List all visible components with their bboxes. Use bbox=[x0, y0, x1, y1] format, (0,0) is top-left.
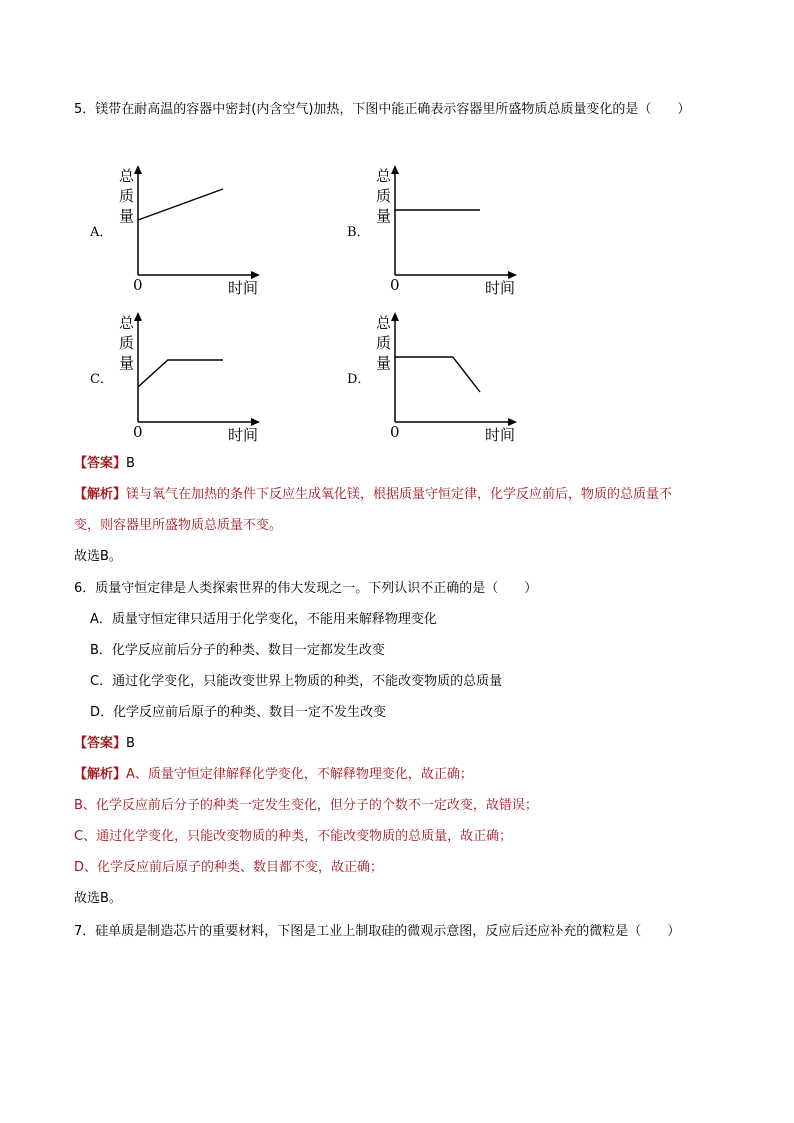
q5-analysis-line1 bbox=[74, 486, 672, 504]
answer-value: B bbox=[126, 736, 135, 751]
y-axis-label: 量 bbox=[119, 354, 135, 372]
y-axis-label: 总 bbox=[376, 167, 392, 185]
y-axis-arrow bbox=[134, 312, 142, 321]
x-axis-arrow bbox=[508, 271, 517, 279]
q6-option-a: A．质量守恒定律只适用于化学变化，不能用来解释物理变化 bbox=[90, 612, 437, 627]
analysis-tag: 【解析】 bbox=[74, 767, 127, 782]
origin-label: 0 bbox=[133, 276, 143, 294]
q6-stem: 6．质量守恒定律是人类探索世界的伟大发现之一。下列认识不正确的是（ ） bbox=[74, 581, 538, 596]
y-axis-arrow bbox=[134, 165, 142, 174]
q7-stem: 7．硅单质是制造芯片的重要材料，下图是工业上制取硅的微观示意图，反应后还应补充的微粒是（ ） bbox=[74, 924, 681, 939]
q5-option-a-letter: A． bbox=[90, 225, 113, 240]
chart-b bbox=[367, 155, 527, 300]
q5-answer-line bbox=[74, 455, 135, 473]
analysis-text: A、质量守恒定律解释化学变化，不解释物理变化，故正确； bbox=[126, 767, 473, 782]
q6-option-c: C．通过化学变化，只能改变世界上物质的种类，不能改变物质的总质量 bbox=[90, 674, 503, 689]
q6-analysis-line3: C、通过化学变化，只能改变物质的种类，不能改变物质的总质量，故正确； bbox=[74, 829, 513, 844]
series-line bbox=[395, 357, 480, 392]
y-axis-arrow bbox=[391, 165, 399, 174]
analysis-tag: 【解析】 bbox=[74, 487, 127, 502]
series-line bbox=[138, 360, 223, 387]
x-axis-label: 时间 bbox=[485, 426, 516, 444]
analysis-text: 镁与氧气在加热的条件下反应生成氧化镁，根据质量守恒定律，化学反应前后，物质的总质量不 bbox=[126, 487, 673, 502]
q6-analysis-line2: B、化学反应前后分子的种类一定发生变化，但分子的个数不一定改变，故错误； bbox=[74, 798, 538, 813]
origin-label: 0 bbox=[390, 276, 400, 294]
x-axis-arrow bbox=[508, 418, 517, 426]
x-axis-label: 时间 bbox=[485, 279, 516, 297]
y-axis-label: 总 bbox=[376, 314, 392, 332]
series-line bbox=[138, 189, 223, 220]
q6-analysis-line4: D、化学反应前后原子的种类、数目都不变，故正确； bbox=[74, 860, 384, 875]
q5-option-d-letter: D． bbox=[347, 372, 371, 387]
y-axis-label: 质 bbox=[119, 187, 135, 205]
chart-a bbox=[110, 155, 270, 300]
q6-option-b: B．化学反应前后分子的种类、数目一定都发生改变 bbox=[90, 643, 385, 658]
q5-conclusion: 故选B。 bbox=[74, 549, 122, 564]
q5-stem: 5．镁带在耐高温的容器中密封(内含空气)加热，下图中能正确表示容器里所盛物质总质量变化的是（ ） bbox=[74, 102, 691, 117]
y-axis-label: 量 bbox=[376, 207, 392, 225]
origin-label: 0 bbox=[390, 423, 400, 441]
q6-analysis-line1 bbox=[74, 766, 473, 784]
y-axis-label: 总 bbox=[119, 167, 135, 185]
q6-conclusion: 故选B。 bbox=[74, 891, 122, 906]
x-axis-label: 时间 bbox=[228, 426, 259, 444]
chart-c bbox=[110, 302, 270, 447]
answer-value: B bbox=[126, 456, 135, 471]
q5-analysis-line2: 变，则容器里所盛物质总质量不变。 bbox=[74, 518, 283, 533]
q5-option-c-letter: C． bbox=[90, 372, 113, 387]
origin-label: 0 bbox=[133, 423, 143, 441]
q6-answer-line bbox=[74, 735, 135, 753]
y-axis-label: 量 bbox=[376, 354, 392, 372]
x-axis-arrow bbox=[251, 271, 260, 279]
answer-tag: 【答案】 bbox=[74, 456, 127, 471]
y-axis-label: 总 bbox=[119, 314, 135, 332]
y-axis-label: 质 bbox=[119, 334, 135, 352]
q5-option-b-letter: B． bbox=[347, 225, 370, 240]
chart-d bbox=[367, 302, 527, 447]
x-axis-arrow bbox=[251, 418, 260, 426]
q6-option-d: D．化学反应前后原子的种类、数目一定不发生改变 bbox=[90, 705, 387, 720]
y-axis-label: 量 bbox=[119, 207, 135, 225]
y-axis-arrow bbox=[391, 312, 399, 321]
x-axis-label: 时间 bbox=[228, 279, 259, 297]
y-axis-label: 质 bbox=[376, 187, 392, 205]
answer-tag: 【答案】 bbox=[74, 736, 127, 751]
y-axis-label: 质 bbox=[376, 334, 392, 352]
